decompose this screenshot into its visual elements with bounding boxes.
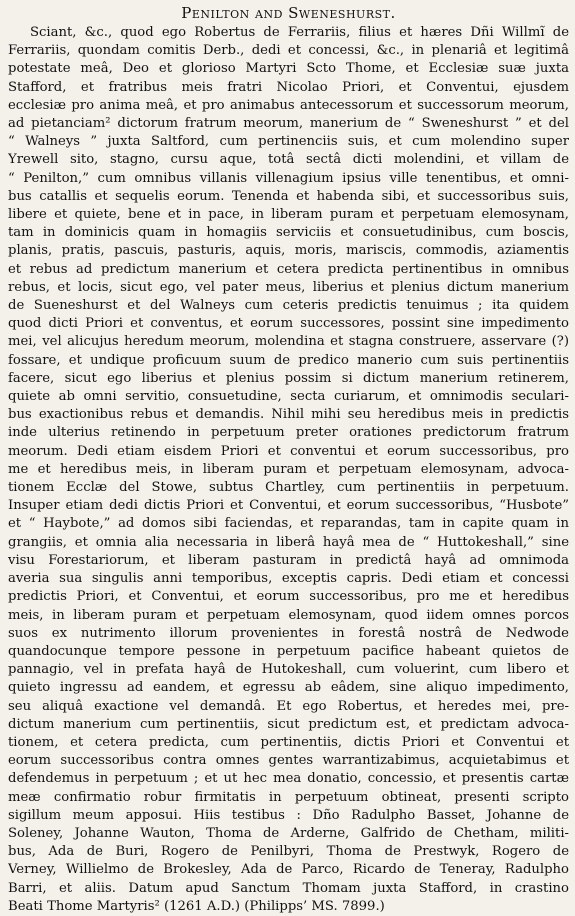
text-line: sigillum meum apposui. Hiis testibus : Dño Radulpho Basset, Johanne de	[8, 807, 569, 823]
text-line: Barri, et aliis. Datum apud Sanctum Thomam juxta Stafford, in crastino	[8, 880, 569, 896]
text-line: “ Walneys ” juxta Saltford, cum pertinenciis suis, et cum molendino super	[8, 134, 569, 150]
text-line: quieto ingressu ad eandem, et egressu ab eâdem, sine aliquo impedimento,	[8, 680, 569, 696]
text-line: seu aliquâ exactione vel demandâ. Et ego Robertus, et heredes mei, pre-	[8, 698, 569, 714]
text-line: averia sua singulis anni temporibus, exceptis capris. Dedi etiam et concessi	[8, 571, 569, 587]
text-line: predictis Priori, et Conventui, et eorum successoribus, pro me et heredibus	[8, 589, 569, 605]
text-line: fossare, et undique proficuum suum de predico manerio cum suis pertinentiis	[8, 352, 569, 368]
text-line: ad pietanciam² dictorum fratrum meorum, manerium de “ Sweneshurst ” et del	[8, 116, 569, 132]
text-line: tionem Ecclæ del Stowe, subtus Chartley, cum pertinentiis in perpetuum.	[8, 480, 569, 496]
text-line: tionem, et cetera predicta, cum pertinentiis, dictis Priori et Conventui et	[8, 734, 569, 750]
text-line: Ferrariis, quondam comitis Derb., dedi et concessi, &c., in plenariâ et legitimâ	[8, 43, 569, 59]
text-line: inde ulterius retinendo in perpetuum preter orationes predictorum fratrum	[8, 425, 569, 441]
text-line: pannagio, vel in prefata hayâ de Hutokeshall, cum voluerint, cum libero et	[8, 662, 569, 678]
text-line: ecclesiæ pro anima meâ, et pro animabus antecessorum et successorum meorum,	[8, 97, 569, 113]
text-line: rebus, et locis, sicut ego, vel pater meus, liberius et plenius dictum manerium	[8, 279, 569, 295]
text-line: Soleney, Johanne Wauton, Thoma de Arderne, Galfrido de Chetham, militi-	[8, 825, 569, 841]
text-line: quandocunque tempore pessone in perpetuum pacifice habeant quietos de	[8, 643, 569, 659]
text-line: defendemus in perpetuum ; et ut hec mea donatio, concessio, et presentis cartæ	[8, 771, 569, 787]
page-title: Penilton and Sweneshurst.	[181, 4, 396, 22]
text-line: bus, Ada de Buri, Rogero de Penilbyri, Thoma de Prestwyk, Rogero de	[8, 844, 569, 860]
text-line: bus exactionibus rebus et demandis. Nihil mihi seu heredibus meis in predictis	[8, 407, 569, 423]
text-line: mei, vel alicujus heredum meorum, molendina et stagna construere, asservare (?)	[8, 334, 569, 350]
text-line: visu Forestariorum, et liberam pasturam in predictâ hayâ ad omnimoda	[8, 552, 569, 568]
text-line: potestate meâ, Deo et glorioso Martyri Scto Thome, et Ecclesiæ suæ juxta	[8, 61, 569, 77]
text-line: de Sueneshurst et del Walneys cum ceteris predictis tenuimus ; ita quidem	[8, 298, 569, 314]
charter-text	[8, 24, 569, 916]
text-line: Insuper etiam dedi dictis Priori et Conventui, et eorum successoribus, “Husbote”	[8, 498, 569, 514]
text-line: Verney, Willielmo de Brokesley, Ada de Parco, Ricardo de Teneray, Radulpho	[8, 862, 569, 878]
text-line: planis, pratis, pascuis, pasturis, aquis, moris, mariscis, commodis, aziamentis	[8, 243, 569, 259]
text-line: eorum successoribus contra omnes gentes warrantizabimus, acquietabimus et	[8, 753, 569, 769]
text-line: meis, in liberam puram et perpetuam elemosynam, quod iidem omnes porcos	[8, 607, 569, 623]
text-line: suos ex nutrimento illorum provenientes in forestâ nostrâ de Nedwode	[8, 625, 569, 641]
text-line: quiete ab omni servitio, consuetudine, secta curiarum, et omnimodis seculari-	[8, 389, 569, 405]
text-line: grangiis, et omnia alia necessaria in liberâ hayâ mea de “ Huttokeshall,” sine	[8, 534, 569, 550]
text-line: Beati Thome Martyris² (1261 A.D.) (Philipps’ MS. 7899.)	[8, 898, 385, 914]
text-line: “ Penilton,” cum omnibus villanis villenagium ipsius ville tenentibus, et omni-	[8, 170, 569, 186]
text-line: facere, sicut ego liberius et plenius possim si dictum manerium retinerem,	[8, 370, 569, 386]
text-line: me et heredibus meis, in liberam puram et perpetuam elemosynam, advoca-	[8, 461, 569, 477]
text-line: Stafford, et fratribus meis fratri Nicolao Priori, et Conventui, ejusdem	[8, 79, 569, 95]
text-line: tam in dominicis quam in homagiis serviciis et consuetudinibus, cum boscis,	[8, 225, 569, 241]
text-line: libere et quiete, bene et in pace, in liberam puram et perpetuam elemosynam,	[8, 207, 569, 223]
text-line: dictum manerium cum pertinentiis, sicut predictum est, et predictam advoca-	[8, 716, 569, 732]
text-line: quod dicti Priori et conventus, et eorum successores, possint sine impedimento	[8, 316, 569, 332]
text-line: meæ confirmatio robur firmitatis in perpetuum obtineat, presenti scripto	[8, 789, 569, 805]
text-line: bus catallis et sequelis eorum. Tenenda et habenda sibi, et successoribus suis,	[8, 188, 569, 204]
text-line: et “ Haybote,” ad domos sibi faciendas, et reparandas, tam in capite quam in	[8, 516, 569, 532]
text-line: et rebus ad predictum manerium et cetera predicta pertinentibus in omnibus	[8, 261, 569, 277]
text-line: Sciant, &c., quod ego Robertus de Ferrariis, filius et hæres Dñi Willmĩ de	[30, 25, 569, 40]
text-line: Yrewell sito, stagno, cursu aque, totâ sectâ dicti molendini, et villam de	[8, 152, 569, 168]
text-line: meorum. Dedi etiam eisdem Priori et conventui et eorum successoribus, pro	[8, 443, 569, 459]
